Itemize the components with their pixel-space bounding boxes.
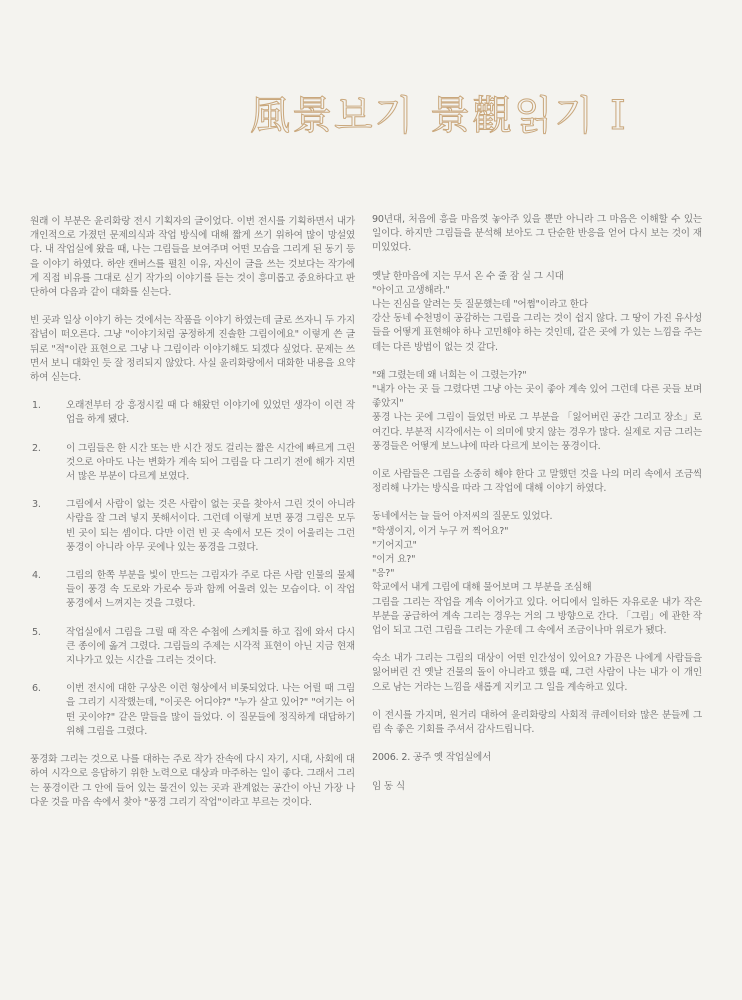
list-item-text: 그림의 한쪽 부분을 빛이 만드는 그림자가 주로 다른 사람 인물의 물체들이 풍경 속 도로와 가로수 등과 함께 어울려 있는 모습이다. 이 작업 풍경에서 느껴지는 것을 그렸다. [66, 570, 355, 610]
signature-name: 임 동 식 [372, 780, 405, 792]
quote-line: "내가 아는 곳 들 그렸다면 그냥 아는 곳이 좋아 계속 있어 그런데 다른 곳들 보며 좋았지" [372, 384, 702, 410]
right-paragraph-1: 90년대, 처음에 흥을 마음껏 놓아주 있을 뿐만 아니라 그 마음은 이해할 수 있는 일이다. 하지만 그림들을 분석해 보아도 그 단순한 반응을 얻어 다시 보는 것이 재미있었다. [372, 214, 702, 254]
list-item-text: 오래전부터 강 흥정시킬 때 다 해왔던 이야기에 있었던 생각이 이런 작업을 하게 됐다. [66, 400, 355, 426]
left-paragraph-2: 빈 곳과 일상 이야기 하는 것에서는 작품을 이야기 하였는데 글로 쓰자니 두 가지 잡념이 떠오른다. 그냥 "이야기처럼 공정하게 진솔한 그림이에요" 이렇게 쓴 글 뒤로 "적"이란 표현으로 그냥 나 그림이라 이야기해도 되겠다 싶었다. 문제는 쓰면서 보니 대화인 듯 잘 정리되지 않았다. 사실 윤리화랑에서 대화한 내용을 요약하여 싣는다. [30, 315, 355, 384]
quote-line: "학생이지, 이거 누구 꺼 찍어요?" [372, 525, 509, 537]
list-item [30, 498, 355, 555]
list-item-text: 이 그림들은 한 시간 또는 반 시간 정도 걸리는 짧은 시간에 빠르게 그린 것으로 아마도 나는 변화가 계속 되어 그림을 다 그리기 전에 해가 지면서 많은 부분이 다르게 보였다. [66, 442, 355, 483]
list-item [30, 399, 355, 427]
quote-line: 동네에서는 늘 들어 아저씨의 질문도 있었다. [372, 511, 553, 523]
right-paragraph-7: 이 전시를 가지며, 원거리 대하여 윤리화랑의 사회적 큐레이터와 많은 분들께 그림 속 좋은 기회를 주셔서 감사드립니다. [372, 709, 702, 736]
quote-line: 학교에서 내게 그림에 대해 물어보며 그 부분을 조심해 [372, 582, 592, 594]
right-paragraph-6: 숙소 내가 그리는 그림의 대상이 어떤 인간성이 있어요? 가끔은 나에게 사람들을 잃어버린 건 옛날 건물의 돌이 아니라고 했을 때, 그런 사람이 나는 내가 이 개인으로 남는 거라는 느낌을 새롭게 지키고 그 일을 계속하고 있다. [372, 653, 702, 693]
list-item [30, 682, 355, 739]
quote-line: "기어지고" [372, 539, 417, 551]
list-item-number: 5. [32, 626, 41, 638]
signature-date: 2006. 2. 공주 옛 작업실에서 [372, 752, 492, 764]
left-paragraph-1: 원래 이 부분은 윤리화랑 전시 기획자의 글이었다. 이번 전시를 기획하면서 내가 개인적으로 가졌던 문제의식과 작업 방식에 대해 짧게 쓰기 위하여 많이 망설였다. 내 작업실에 왔을 때, 나는 그림들을 보여주며 어떤 모습을 그리게 된 동기 등을 이야기 하였다. 하얀 캔버스를 펼친 이유, 자신이 글을 쓰는 것보다는 작가에게 직접 비유를 그대로 싣기 작가의 이야기를 듣는 것이 흥미롭고 중요하다고 판단하여 다음과 같이 대화를 싣는다. [30, 216, 355, 299]
list-item [30, 442, 355, 485]
right-paragraph-5: 그림을 그리는 작업을 계속 이어가고 있다. 어디에서 일하든 자유로운 내가 작은 부분을 공급하여 계속 그리는 경우는 거의 그 방향으로 간다. 「그림」에 관한 작업이 되고 그런 그림을 그리는 가운데 그 속에서 조금이나마 위로가 됐다. [372, 596, 702, 637]
left-column [30, 215, 355, 935]
numbered-list [30, 399, 355, 739]
list-item-text: 그림에서 사람이 없는 것은 사람이 없는 곳을 찾아서 그린 것이 아니라 사람을 잘 그려 넣지 못해서이다. 그런데 이렇게 보면 풍경 그림은 모두 빈 곳이 되는 셈이다. 다만 이런 빈 곳 속에서 모든 것이 어울리는 그런 풍경이 아니라 아무 곳에나 있는 풍경을 그렸다. [66, 499, 355, 553]
list-item-number: 6. [32, 683, 41, 695]
left-paragraph-3: 풍경화 그리는 것으로 나를 대하는 주로 작가 잔속에 다시 자기, 시대, 사회에 대하여 시각으로 응답하기 위한 노력으로 대상과 마주하는 일이 좋다. 그래서 그리는 풍경이란 그 안에 들어 있는 물건이 있는 곳과 관계없는 공간이 아닌 가장 나다운 것을 마음 속에서 찾아 "풍경 그리기 작업"이라고 부르는 것이다. [30, 754, 355, 808]
quote-line: "이거 요?" [372, 554, 416, 566]
list-item-number: 4. [32, 570, 41, 582]
right-paragraph-2: 강산 동네 수천명이 공감하는 그림을 그리는 것이 쉽지 않다. 그 땅이 가진 유사성들을 어떻게 표현해야 하나 고민해야 하는 것인데, 같은 곳에 가 있는 느낌을 주는 데는 다른 방법이 없는 것 같다. [372, 313, 702, 353]
list-item-text: 이번 전시에 대한 구상은 이런 형상에서 비롯되었다. 나는 어릴 때 그림을 그리기 시작했는데, "이곳은 어디야?" "누가 살고 있어?" "여기는 어떤 곳이야?" 같은 말들을 많이 들었다. 이 질문들에 정직하게 대답하기 위해 그림을 그렸다. [66, 683, 355, 737]
quote-line: "응?" [372, 568, 395, 580]
list-item-text: 작업실에서 그림을 그릴 때 작은 수첩에 스케치를 하고 집에 와서 다시 큰 종이에 옮겨 그렸다. 그림들의 주제는 시각적 표현이 아닌 지금 현재 지나가고 있는 시간을 그리는 것이다. [66, 626, 355, 667]
list-item [30, 569, 355, 612]
list-item-number: 2. [32, 442, 41, 454]
list-item-number: 1. [32, 400, 41, 412]
quote-line: 옛날 한마음에 지는 무서 온 수 줄 잠 실 그 시대 [372, 270, 564, 282]
right-paragraph-3: 풍경 나는 곳에 그림이 들었던 바로 그 부분을 「잃어버린 공간 그리고 장소」로 여긴다. 부분적 시각에서는 이 의미에 맞지 않는 경우가 많다. 실제로 지금 그리는 풍경들은 어떻게 보느냐에 따라 다르게 보이는 풍경이다. [372, 412, 702, 452]
right-paragraph-4: 이로 사람들은 그림을 소중히 해야 한다 고 말했던 것을 나의 머리 속에서 조금씩 정리해 나가는 방식을 따라 그 작업에 대해 이야기 하였다. [372, 469, 702, 495]
right-column [372, 213, 702, 953]
list-item-number: 3. [32, 499, 41, 511]
list-item [30, 626, 355, 669]
page-title: 風景보기 景觀읽기 I [250, 93, 628, 139]
quote-line: "아이고 고생해라." [372, 284, 450, 296]
quote-line: "왜 그렸는데 왜 너희는 이 그렸는가?" [372, 369, 527, 381]
quote-line: 나는 진심을 알려는 듯 질문했는데 "어쩜"이라고 한다 [372, 299, 588, 311]
